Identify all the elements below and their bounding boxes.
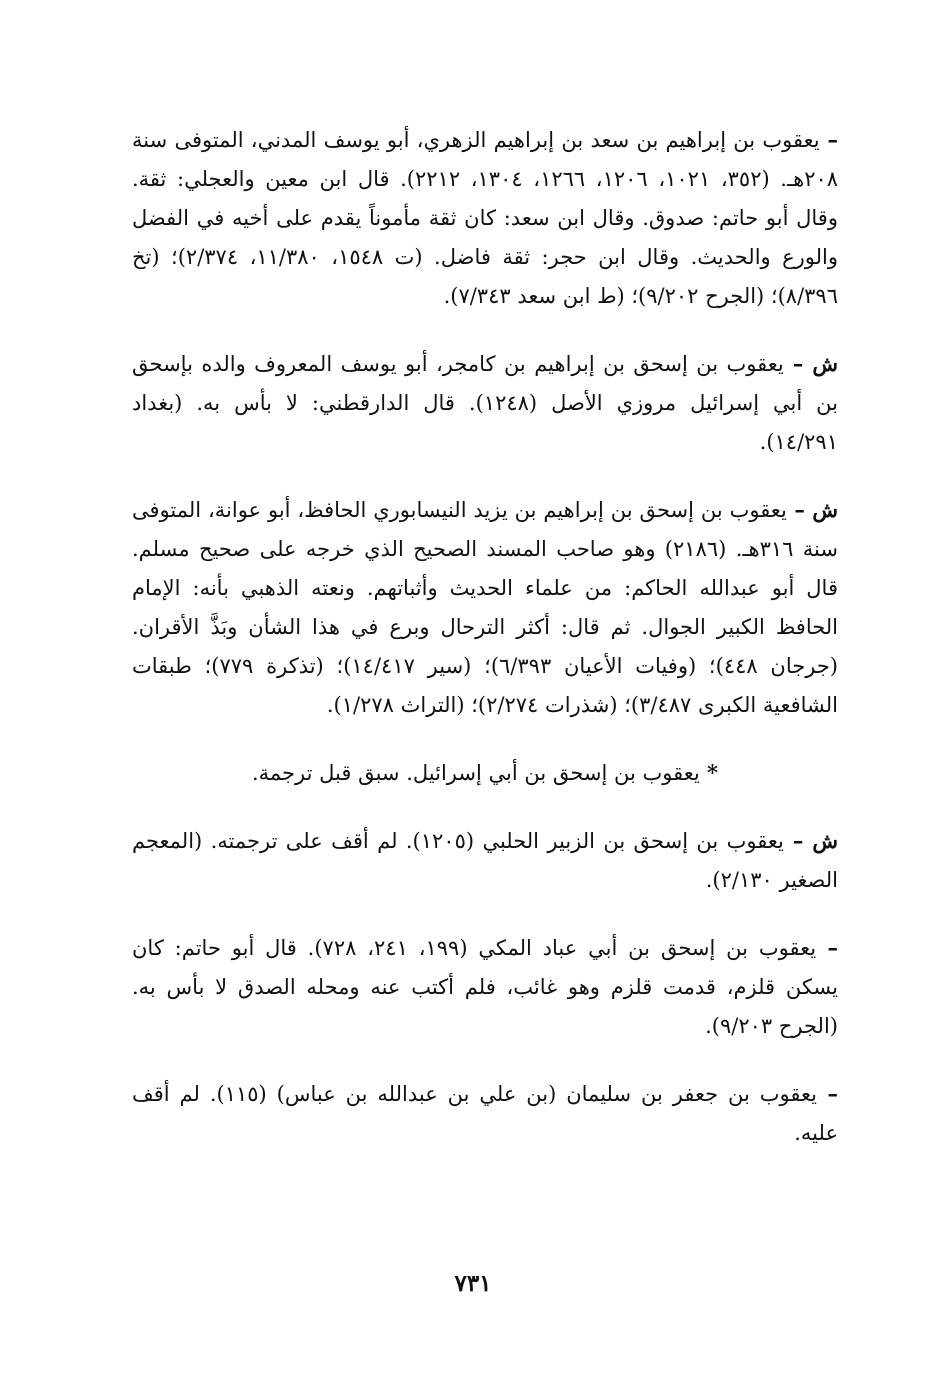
entry-prefix: ش – bbox=[783, 351, 838, 376]
entry-yaqub-ibn-ishaq-halabi bbox=[132, 821, 838, 900]
entry-text: يعقوب بن إسحق بن أبي عباد المكي (١٩٩، ٢٤١، ٧٢٨). قال أبو حاتم: كان يسكن قلزم، قدمت قلزم وهو غائب، فلم أكتب عنه ومحله الصدق لا بأس به. (الجرح ٩/٢٠٣). bbox=[132, 936, 838, 1038]
entry-text: يعقوب بن إبراهيم بن سعد بن إبراهيم الزهري، أبو يوسف المدني، المتوفى سنة ٢٠٨هـ. (٣٥٢، ١٠٢١، ١٢٠٦، ١٢٦٦، ١٣٠٤، ٢٢١٢). قال ابن معين والعجلي: ثقة. وقال أبو حاتم: صدوق. وقال ابن سعد: كان ثقة مأموناً يقدم على أخيه في الفضل والورع والحديث. وقال ابن حجر: ثقة فاضل. (ت ١٥٤٨، ١١/٣٨٠، ٢/٣٧٤)؛ (تخ ٨/٣٩٦)؛ (الجرح ٩/٢٠٢)؛ (ط ابن سعد ٧/٣٤٣). bbox=[132, 128, 839, 308]
entry-text: يعقوب بن إسحق بن إبراهيم بن كامجر، أبو يوسف المعروف والده بإسحق بن أبي إسرائيل مروزي الأصل (١٢٤٨). قال الدارقطني: لا بأس به. (بغداد ١٤/٢٩١). bbox=[132, 352, 838, 454]
entry-prefix: – bbox=[816, 935, 839, 960]
entry-text: يعقوب بن إسحق بن إبراهيم بن يزيد النيسابوري الحافظ، أبو عوانة، المتوفى سنة ٣١٦هـ. (٢١٨٦) وهو صاحب المسند الصحيح الذي خرجه على صحيح مسلم. قال أبو عبدالله الحاكم: من علماء الحديث وأثباتهم. ونعته الذهبي بأنه: الإمام الحافظ الكبير الجوال. ثم قال: أكثر الترحال وبرع في هذا الشأن وبَذَّ الأقران. (جرجان ٤٤٨)؛ (وفيات الأعيان ٦/٣٩٣)؛ (سير ١٤/٤١٧)؛ (تذكرة ٧٧٩)؛ طبقات الشافعية الكبرى ٣/٤٨٧)؛ (شذرات ٢/٢٧٤)؛ (التراث ١/٢٧٨). bbox=[132, 498, 838, 717]
entry-cross-reference bbox=[132, 753, 838, 793]
entry-text: يعقوب بن جعفر بن سليمان (بن علي بن عبدالله بن عباس) (١١٥). لم أقف عليه. bbox=[132, 1082, 838, 1145]
entry-text: يعقوب بن إسحق بن الزبير الحلبي (١٢٠٥). لم أقف على ترجمته. (المعجم الصغير ٢/١٣٠). bbox=[132, 829, 838, 892]
entry-prefix: ش – bbox=[783, 828, 838, 853]
entry-prefix: – bbox=[816, 1081, 838, 1106]
asterisk-icon: * bbox=[699, 760, 719, 785]
entry-yaqub-ibn-ishaq-abu-awana bbox=[132, 490, 838, 725]
entry-yaqub-ibn-jafar bbox=[132, 1074, 838, 1153]
entry-text: يعقوب بن إسحق بن أبي إسرائيل. سبق قبل ترجمة. bbox=[251, 761, 700, 785]
page-number: ٧٣١ bbox=[454, 1270, 492, 1297]
entry-yaqub-ibn-ishaq-kamjar bbox=[132, 344, 838, 462]
entry-prefix: ش – bbox=[786, 497, 838, 522]
entry-prefix: – bbox=[819, 127, 839, 152]
biography-entries bbox=[132, 120, 838, 1181]
entry-yaqub-ibn-ishaq-makki bbox=[132, 928, 838, 1046]
entry-yaqub-ibn-ibrahim-zuhri bbox=[132, 120, 838, 316]
